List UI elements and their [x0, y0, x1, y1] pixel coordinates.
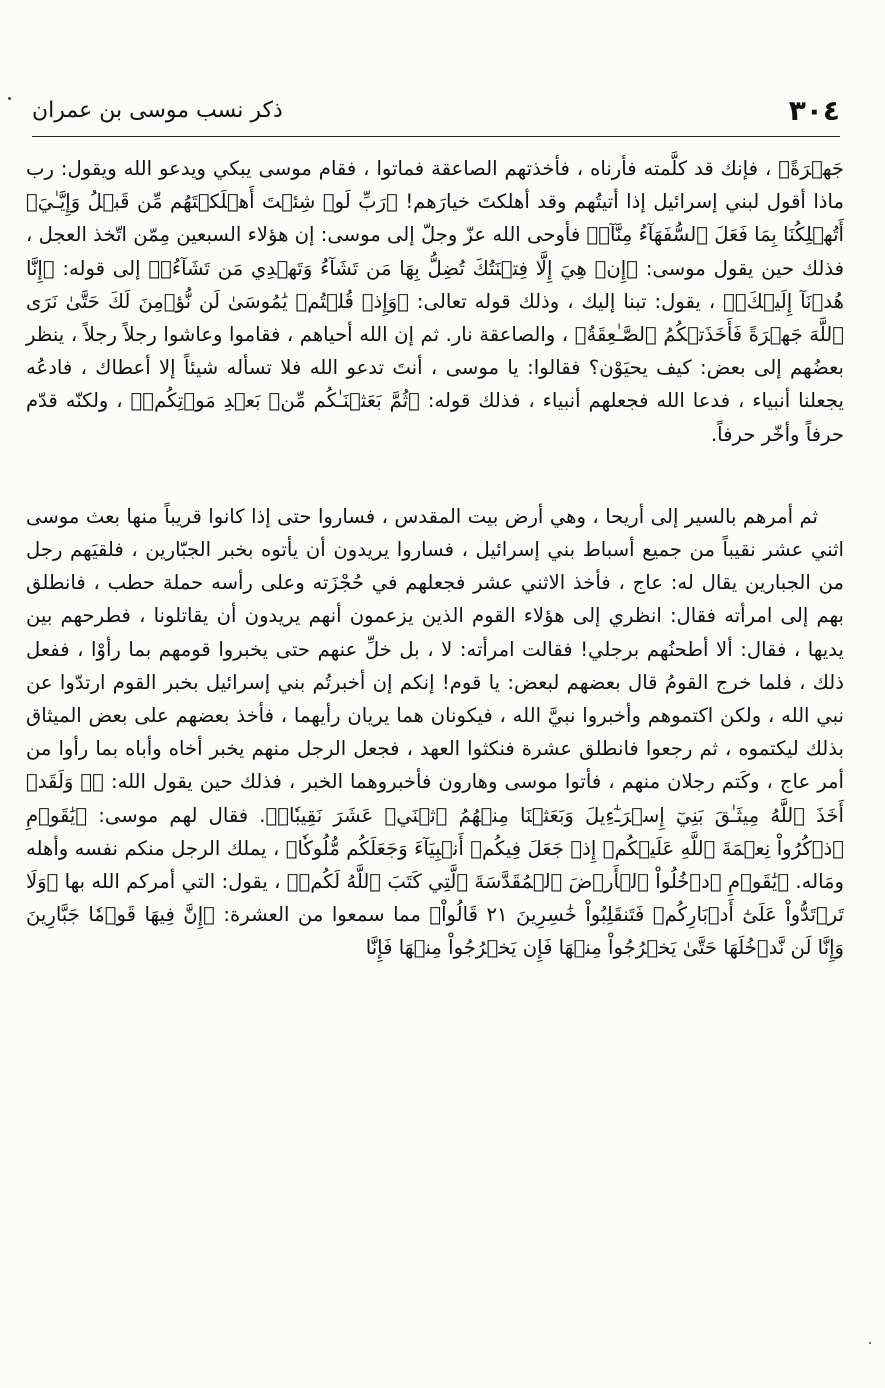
scan-speck: [869, 1342, 871, 1344]
paragraph: جَهۡرَةً﴾ ، فإنك قد كلَّمته فأرناه ، فأخذتهم الصاعقة فماتوا ، فقام موسى يبكي ويدعو الله ويقول: رب ماذا أقول لبني إسرائيل إذا أتيتُهم وقد أهلكتَ خيارَهم! ﴿رَبِّ لَوۡ شِئۡتَ أَهۡلَكۡتَهُم مِّن قَبۡلُ وَإِيَّـٰيَۖ أَتُهۡلِكُنَا بِمَا فَعَلَ ٱلسُّفَهَآءُ مِنَّآۖ﴾ فأوحى الله عزّ وجلّ إلى موسى: إن هؤلاء السبعين مِمّن اتّخذ العجل ، فذلك حين يقول موسى: ﴿إِنۡ هِيَ إِلَّا فِتۡنَتُكَ تُضِلُّ بِهَا مَن تَشَآءُ وَتَهۡدِي مَن تَشَآءُۖ﴾ إلى قوله: ﴿إِنَّا هُدۡنَآ إِلَيۡكَۚ﴾ ، يقول: تبنا إليك ، وذلك قوله تعالى: ﴿وَإِذۡ قُلۡتُمۡ يَٰمُوسَىٰ لَن نُّؤۡمِنَ لَكَ حَتَّىٰ نَرَى ٱللَّهَ جَهۡرَةً فَأَخَذَتۡكُمُ ٱلصَّـٰعِقَةُ﴾ ، والصاعقة نار. ثم إن الله أحياهم ، فقاموا وعاشوا رجلاً رجلاً ، ينظر بعضُهم إلى بعض: كيف يحيَوْن؟ فقالوا: يا موسى ، أنتَ تدعو الله فلا تسأله شيئاً إلا أعطاك ، فادعُه يجعلنا أنبياء ، فدعا الله فجعلهم أنبياء ، فذلك قوله: ﴿ثُمَّ بَعَثۡنَـٰكُم مِّنۢ بَعۡدِ مَوۡتِكُمۡ﴾ ، ولكنّه قدّم حرفاً وأخّر حرفاً.: [26, 157, 844, 446]
page-number: ٣٠٤: [788, 94, 840, 127]
header-rule: [32, 136, 840, 137]
scan-speck: [8, 97, 11, 100]
running-title: ذكر نسب موسى بن عمران: [32, 98, 283, 123]
page-body: [26, 152, 844, 965]
paragraph: ثم أمرهم بالسير إلى أريحا ، وهي أرض بيت المقدس ، فساروا حتى إذا كانوا قريباً منها بعث موسى اثني عشر نقيباً من جميع أسباط بني إسرائيل ، فساروا يريدون أن يأتوه بخبر الجبّارين ، فلقيَهم رجل من الجبارين يقال له: عاج ، فأخذ الاثني عشر فجعلهم في حُجْزَته وعلى رأسه حملة حطب ، فانطلق بهم إلى امرأته فقال: انظري إلى هؤلاء القوم الذين يزعمون أنهم يريدون أن يقاتلونا ، فطرحهم بين يديها ، فقال: ألا أطحنُهم برجلي! فقالت امرأته: لا ، بل خلِّ عنهم حتى يخبروا قومهم بما رأوْا ، ففعل ذلك ، فلما خرج القومُ قال بعضهم لبعض: يا قوم! إنكم إن أخبرتُم بني إسرائيل بخبر القوم ارتدّوا عن نبي الله ، ولكن اكتموهم وأخبروا نبيَّ الله ، فيكونان هما يريان رأيهما ، فأخذ بعضهم على بعض الميثاق بذلك ليكتموه ، ثم رجعوا فانطلق عشرة فنكثوا العهد ، فجعل الرجل منهم يخبر أخاه وأباه بما رأوا من أمر عاج ، وكَتم رجلان منهم ، فأتوا موسى وهارون فأخبروهما الخبر ، فذلك حين يقول الله: ﴿۞ وَلَقَدۡ أَخَذَ ٱللَّهُ مِيثَـٰقَ بَنِيٓ إِسۡرَـٰٓءِيلَ وَبَعَثۡنَا مِنۡهُمُ ٱثۡنَيۡ عَشَرَ نَقِيبٗاۖ﴾. فقال لهم موسى: ﴿يَٰقَوۡمِ ٱذۡكُرُواْ نِعۡمَةَ ٱللَّهِ عَلَيۡكُمۡ إِذۡ جَعَلَ فِيكُمۡ أَنۢبِيَآءَ وَجَعَلَكُم مُّلُوكٗا﴾ ، يملك الرجل منكم نفسه وأهله ومَاله. ﴿يَٰقَوۡمِ ٱدۡخُلُواْ ٱلۡأَرۡضَ ٱلۡمُقَدَّسَةَ ٱلَّتِي كَتَبَ ٱللَّهُ لَكُمۡ﴾ ، يقول: التي أمركم الله بها ﴿وَلَا تَرۡتَدُّواْ عَلَىٰٓ أَدۡبَارِكُمۡ فَتَنقَلِبُواْ خَٰسِرِينَ ٢١ قَالُواْ﴾ مما سمعوا من العشرة: ﴿إِنَّ فِيهَا قَوۡمٗا جَبَّارِينَ وَإِنَّا لَن نَّدۡخُلَهَا حَتَّىٰ يَخۡرُجُواْ مِنۡهَا فَإِن يَخۡرُجُواْ مِنۡهَا فَإِنَّا: [26, 504, 844, 960]
page-header: [32, 94, 840, 134]
